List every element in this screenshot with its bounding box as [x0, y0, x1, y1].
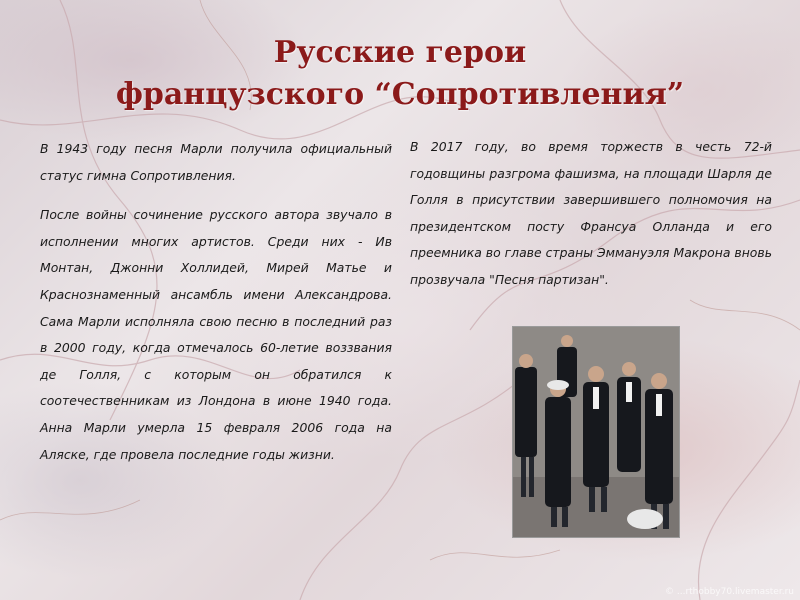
left-text-column [40, 136, 392, 468]
right-paragraph: В 2017 году, во время торжеств в честь 72-й годовщины разгрома фашизма, на площади Шарля де Голля в присутствии завершившего полномочия на президентском посту Франсуа Олланда и его преемника во главе страны Эммануэля Макрона вновь прозвучала "Песня партизан". [410, 139, 772, 287]
slide-title [100, 32, 700, 116]
left-paragraph-2: После войны сочинение русского автора звучало в исполнении многих артистов. Среди них - Ив Монтан, Джонни Холлидей, Мирей Матье и Краснознаменный ансамбль имени Александрова. Сама Марли исполняла свою песню в последний раз в 2000 году, когда отмечалось 60-летие воззвания де Голля, с которым он обратился к соотечественникам из Лондона в июне 1940 года. Анна Марли умерла 15 февраля 2006 года на Аляске, где провела последние годы жизни. [40, 207, 392, 462]
ceremony-photo [512, 326, 680, 538]
title-line-1: Русские герои [273, 35, 527, 70]
ceremony-photo-image [513, 327, 679, 537]
watermark: © ...rthobby70.livemaster.ru [665, 587, 794, 597]
right-text-column [410, 134, 772, 294]
title-line-2: французского “Сопротивления” [115, 77, 685, 112]
left-paragraph-1: В 1943 году песня Марли получила официальный статус гимна Сопротивления. [40, 141, 392, 183]
